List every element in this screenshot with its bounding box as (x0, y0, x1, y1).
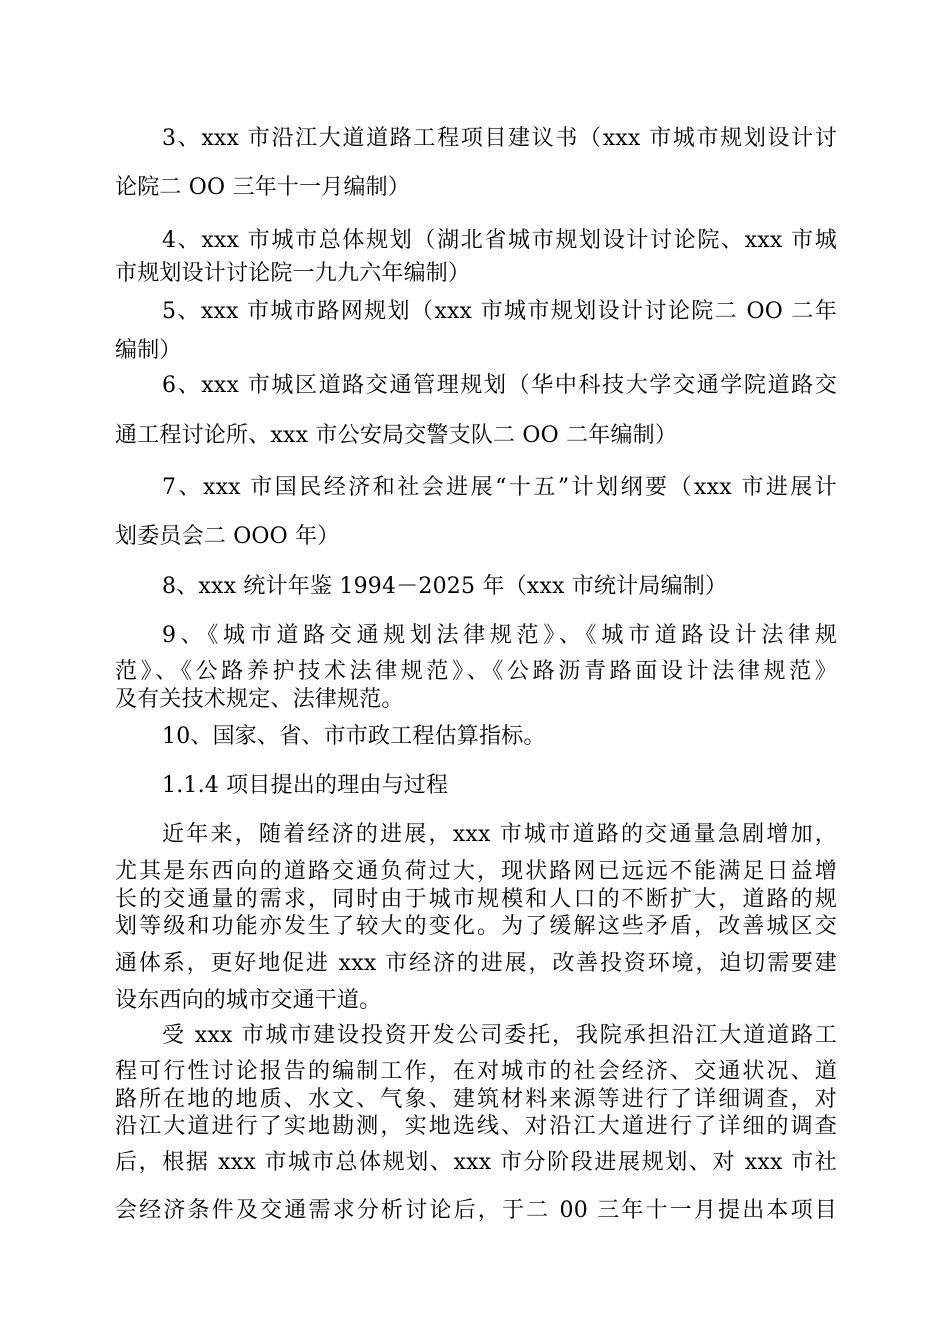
text-line: 9、《城市道路交通规划法律规范》、《城市道路设计法律规 (162, 623, 837, 648)
text-line: 近年来，随着经济的进展，xxx 市城市道路的交通量急剧增加， (162, 822, 837, 847)
text-line: 6、xxx 市城区道路交通管理规划（华中科技大学交通学院道路交 (162, 373, 837, 398)
text-line: 3、xxx 市沿江大道道路工程项目建议书（xxx 市城市规划设计讨 (162, 126, 837, 151)
text-line: 市规划设计讨论院一九九六年编制） (115, 261, 471, 286)
text-line: 及有关技术规定、法律规范。 (115, 687, 404, 712)
text-line: 设东西向的城市交通干道。 (115, 988, 382, 1013)
text-line: 8、xxx 统计年鉴 1994－2025 年（xxx 市统计局编制） (162, 574, 728, 599)
section-heading: 1.1.4 项目提出的理由与过程 (162, 773, 449, 798)
text-line: 划委员会二 OOO 年） (115, 524, 340, 549)
text-line: 论院二 OO 三年十一月编制） (115, 175, 411, 200)
text-line: 编制） (115, 338, 182, 363)
text-line: 会经济条件及交通需求分析讨论后，于二 00 三年十一月提出本项目 (115, 1198, 837, 1223)
text-line: 划等级和功能亦发生了较大的变化。为了缓解这些矛盾，改善城区交 (115, 914, 837, 939)
text-line: 10、国家、省、市市政工程估算指标。 (162, 724, 546, 749)
text-line: 路所在地的地质、水文、气象、建筑材料来源等进行了详细调查，对 (115, 1087, 837, 1112)
text-line: 尤其是东西向的道路交通负荷过大，现状路网已远远不能满足日益增 (115, 859, 837, 884)
text-line: 通工程讨论所、xxx 市公安局交警支队二 OO 二年编制） (115, 423, 678, 448)
text-line: 程可行性讨论报告的编制工作，在对城市的社会经济、交通状况、道 (115, 1059, 837, 1084)
text-line: 5、xxx 市城市路网规划（xxx 市城市规划设计讨论院二 OO 二年 (162, 299, 837, 324)
text-line: 通体系，更好地促进 xxx 市经济的进展，改善投资环境，迫切需要建 (115, 951, 837, 976)
text-line: 长的交通量的需求，同时由于城市规模和人口的不断扩大，道路的规 (115, 887, 837, 912)
text-line: 沿江大道进行了实地勘测，实地选线、对沿江大道进行了详细的调查 (115, 1114, 837, 1139)
text-line: 7、xxx 市国民经济和社会进展“十五”计划纲要（xxx 市进展计 (162, 475, 837, 500)
text-line: 范》、《公路养护技术法律规范》、《公路沥青路面设计法律规范》 (115, 659, 837, 684)
text-line: 受 xxx 市城市建设投资开发公司委托，我院承担沿江大道道路工 (162, 1023, 837, 1048)
text-line: 后，根据 xxx 市城市总体规划、xxx 市分阶段进展规划、对 xxx 市社 (115, 1150, 837, 1175)
text-line: 4、xxx 市城市总体规划（湖北省城市规划设计讨论院、xxx 市城 (162, 228, 837, 253)
